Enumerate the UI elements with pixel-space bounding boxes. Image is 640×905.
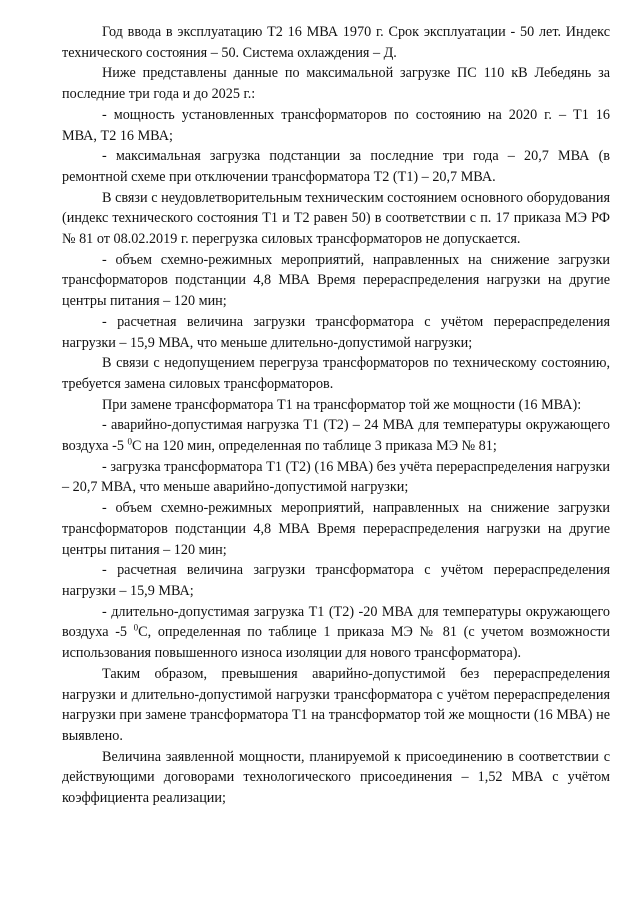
paragraph-calculated-load-2: - расчетная величина загрузки трансформатора с учётом перераспределения нагрузки – 15,9 МВА; [62,562,610,599]
text-part: - аварийно-допустимая нагрузка Т1 (Т2) – 24 МВА для температуры окружающего воздуха -5 [62,417,610,455]
paragraph-continuous-load [62,602,610,664]
paragraph-replacement-required: В связи с недопущением перегруза трансформаторов по техническому состоянию, требуется замена силовых трансформаторов. [62,355,610,392]
paragraph-declared-capacity: Величина заявленной мощности, планируемой к присоединению в соответствии с действующими договорами технологического присоединения – 1,52 МВА с учётом коэффициента реализации; [62,748,610,807]
text-part: С на 120 мин, определенная по таблице 3 приказа МЭ № 81; [131,438,497,455]
paragraph-calculated-load: - расчетная величина загрузки трансформатора с учётом перераспределения нагрузки – 15,9 МВА, что меньше длительно-допустимой нагрузки; [62,313,610,351]
paragraph-load-intro: Ниже представлены данные по максимальной загрузке ПС 110 кВ Лебедянь за последние три года и до 2025 г.: [62,65,610,103]
document-page [62,22,610,809]
paragraph-overload-not-allowed: В связи с неудовлетворительным техническим состоянием основного оборудования (индекс технического состояния Т1 и Т2 равен 50) в соответствии с п. 17 приказа МЭ РФ № 81 от 08.02.2019 г. перегрузка силовых трансформаторов не допускается. [62,189,610,248]
paragraph-load-without-redistribution: - загрузка трансформатора Т1 (Т2) (16 МВА) без учёта перераспределения нагрузки – 20,7 МВА, что меньше аварийно-допустимой нагрузки; [62,458,610,496]
degree-superscript: 0 [127,436,132,447]
paragraph-commissioning: Год ввода в эксплуатацию Т2 16 МВА 1970 г. Срок эксплуатации - 50 лет. Индекс технического состояния – 50. Система охлаждения – Д. [62,24,610,61]
paragraph-max-load: - максимальная загрузка подстанции за последние три года – 20,7 МВА (в ремонтной схеме при отключении трансформатора Т2 (Т1) – 20,7 МВА. [62,148,610,185]
paragraph-switching-measures: - объем схемно-режимных мероприятий, направленных на снижение загрузки трансформаторов подстанции 4,8 МВА Время перераспределения нагрузки на другие центры питания – 120 мин; [62,251,610,310]
paragraph-conclusion: Таким образом, превышения аварийно-допустимой без перераспределения нагрузки и длительно-допустимой нагрузки трансформатора с учётом перераспределения нагрузки при замене трансформатора Т1 на трансформатор той же мощности (16 МВА) не выявлено. [62,665,610,744]
paragraph-emergency-load [62,415,610,456]
text-part: С, определенная по таблице 1 приказа МЭ № 81 (с учетом возможности использования повышенного износа изоляции для нового трансформатора). [62,624,610,662]
text-part: - длительно-допустимая загрузка Т1 (Т2) -20 МВА для температуры окружающего воздуха -5 [62,603,610,641]
paragraph-installed-capacity: - мощность установленных трансформаторов по состоянию на 2020 г. – Т1 16 МВА, Т2 16 МВА; [62,106,610,144]
degree-superscript: 0 [133,622,139,633]
paragraph-switching-measures-2: - объем схемно-режимных мероприятий, направленных на снижение загрузки трансформаторов подстанции 4,8 МВА Время перераспределения нагрузки на другие центры питания – 120 мин; [62,500,610,558]
paragraph-replacement-case: При замене трансформатора Т1 на трансформатор той же мощности (16 МВА): [102,396,582,413]
